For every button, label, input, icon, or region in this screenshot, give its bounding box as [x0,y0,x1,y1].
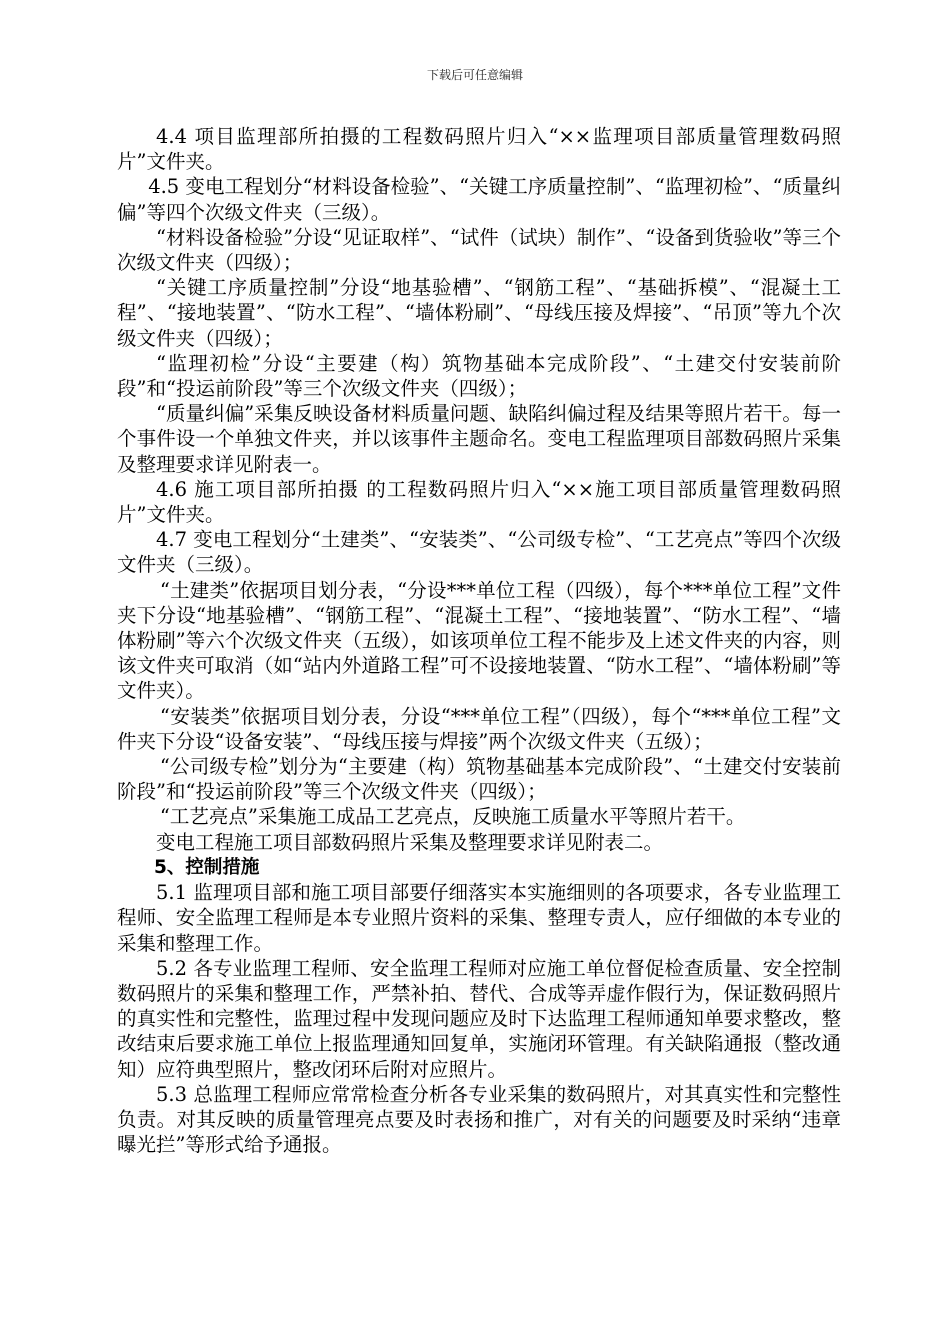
paragraph-appendix-two: 变电工程施工项目部数码照片采集及整理要求详见附表二。 [156,830,664,854]
paragraph-4-6: 4.6 施工项目部所拍摄 的工程数码照片归入“××施工项目部质量管理数码照片”文件夹。 [117,477,841,527]
paragraph-4-7: 4.7 变电工程划分“土建类”、“安装类”、“公司级专检”、“工艺亮点”等四个次级文件夹（三级）。 [117,528,841,577]
page-header: 下载后可任意编辑 [426,68,523,82]
paragraph-installation: “安装类”依据项目划分表，分设“***单位工程”（四级），每个“***单位工程”文件夹下分设“设备安装”、“母线压接与焊接”两个次级文件夹（五级）； [117,704,841,753]
paragraph-craft-highlights: “工艺亮点”采集施工成品工艺亮点，反映施工质量水平等照片若干。 [159,805,746,829]
paragraph-4-4: 4.4 项目监理部所拍摄的工程数码照片归入“××监理项目部质量管理数码照片”文件夹。 [117,125,841,174]
paragraph-4-5: 4.5 变电工程划分“材料设备检验”、“关键工序质量控制”、“监理初检”、“质量纠偏”等四个次级文件夹（三级）。 [117,175,841,224]
paragraph-5-3: 5.3 总监理工程师应常常检查分析各专业采集的数码照片，对其真实性和完整性负责。对其反映的质量管理亮点要及时表扬和推广，对有关的问题要及时采纳“违章曝光拦”等形式给予通报。 [117,1082,841,1157]
section-5-heading: 5、控制措施 [154,856,260,878]
paragraph-5-1: 5.1 监理项目部和施工项目部要仔细落实本实施细则的各项要求，各专业监理工程师、安全监理工程师是本专业照片资料的采集、整理专责人，应仔细做的本专业的采集和整理工作。 [117,881,841,955]
paragraph-quality-correction: “质量纠偏”采集反映设备材料质量问题、缺陷纠偏过程及结果等照片若干。每一个事件设一个单独文件夹，并以该事件主题命名。变电工程监理项目部数码照片采集及整理要求详见附表一。 [117,402,841,476]
paragraph-material-inspection: “材料设备检验”分设“见证取样”、“试件（试块）制作”、“设备到货验收”等三个次级文件夹（四级）； [117,225,841,275]
paragraph-civil-works: “土建类”依据项目划分表，“分设***单位工程（四级），每个***单位工程”文件夹下分设“地基验槽”、“钢筋工程”、“混凝土工程”、“接地装置”、“防水工程”、“墙体粉刷”等六个次级文件夹（五级），如该项单位工程不能步及上述文件夹的内容，则该文件夹可取消（如“站内外道路工程”可不设接地装置、“防水工程”、“墙体粉刷”等文件夹）。 [117,578,841,703]
paragraph-company-inspection: “公司级专检”划分为“主要建（构）筑物基础基本完成阶段”、“土建交付安装前阶段”和“投运前阶段”等三个次级文件夹（四级）； [117,755,841,804]
paragraph-5-2: 5.2 各专业监理工程师、安全监理工程师对应施工单位督促检查质量、安全控制数码照片的采集和整理工作，严禁补拍、替代、合成等弄虚作假行为，保证数码照片的真实性和完整性，监理过程中发现问题应及时下达监理工程师通知单要求整改，整改结束后要求施工单位上报监理通知回复单，实施闭环管理。有关缺陷通报（整改通知）应符典型照片，整改闭环后附对应照片。 [117,956,841,1081]
paragraph-key-process: “关键工序质量控制”分设“地基验槽”、“钢筋工程”、“基础拆模”、“混凝土工程”、“接地装置”、“防水工程”、“墙体粉刷”、“母线压接及焊接”、“吊顶”等九个次级文件夹（四级）； [117,276,841,350]
paragraph-initial-inspection: “监理初检”分设“主要建（构）筑物基础本完成阶段”、“土建交付安装前阶段”和“投运前阶段”等三个次级文件夹（四级）； [117,351,841,401]
document-body [117,124,841,1157]
